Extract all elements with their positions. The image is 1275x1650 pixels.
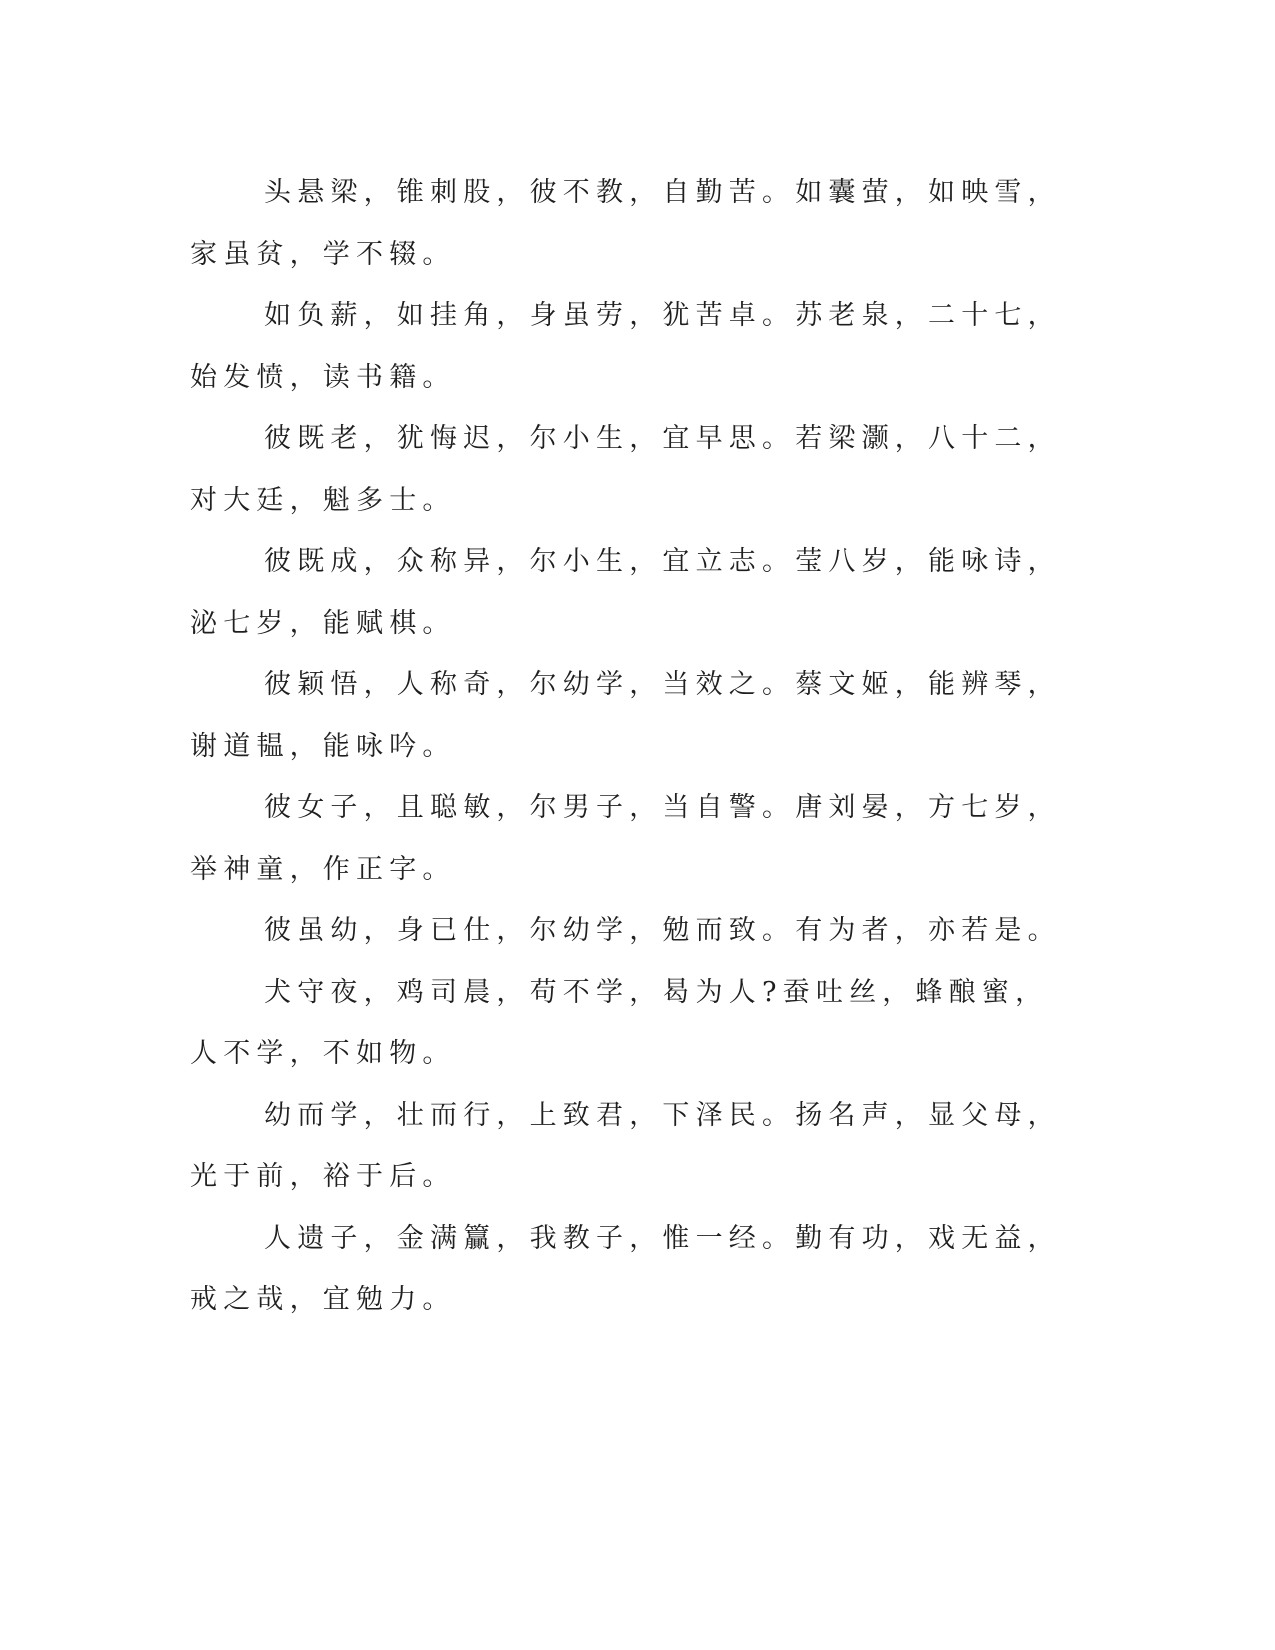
paragraph-6: 彼女子，且聪敏，尔男子，当自警。唐刘晏，方七岁，举神童，作正字。 bbox=[190, 792, 1061, 885]
paragraph-9: 幼而学，壮而行，上致君，下泽民。扬名声，显父母，光于前，裕于后。 bbox=[190, 1099, 1061, 1192]
paragraph-4: 彼既成，众称异，尔小生，宜立志。莹八岁，能咏诗，泌七岁，能赋棋。 bbox=[190, 546, 1061, 639]
paragraph-7: 彼虽幼，身已仕，尔幼学，勉而致。有为者，亦若是。 bbox=[264, 915, 1061, 946]
document-body bbox=[190, 162, 1070, 1331]
paragraph-10: 人遗子，金满籯，我教子，惟一经。勤有功，戏无益，戒之哉，宜勉力。 bbox=[190, 1222, 1061, 1315]
paragraph-1: 头悬梁，锥刺股，彼不教，自勤苦。如囊萤，如映雪，家虽贫，学不辍。 bbox=[190, 177, 1061, 270]
paragraph-8: 犬守夜，鸡司晨，苟不学，曷为人?蚕吐丝，蜂酿蜜，人不学，不如物。 bbox=[190, 976, 1049, 1069]
paragraph-3: 彼既老，犹悔迟，尔小生，宜早思。若梁灏，八十二，对大廷，魁多士。 bbox=[190, 423, 1061, 516]
paragraph-2: 如负薪，如挂角，身虽劳，犹苦卓。苏老泉，二十七，始发愤，读书籍。 bbox=[190, 300, 1061, 393]
paragraph-5: 彼颖悟，人称奇，尔幼学，当效之。蔡文姬，能辨琴，谢道韫，能咏吟。 bbox=[190, 669, 1061, 762]
